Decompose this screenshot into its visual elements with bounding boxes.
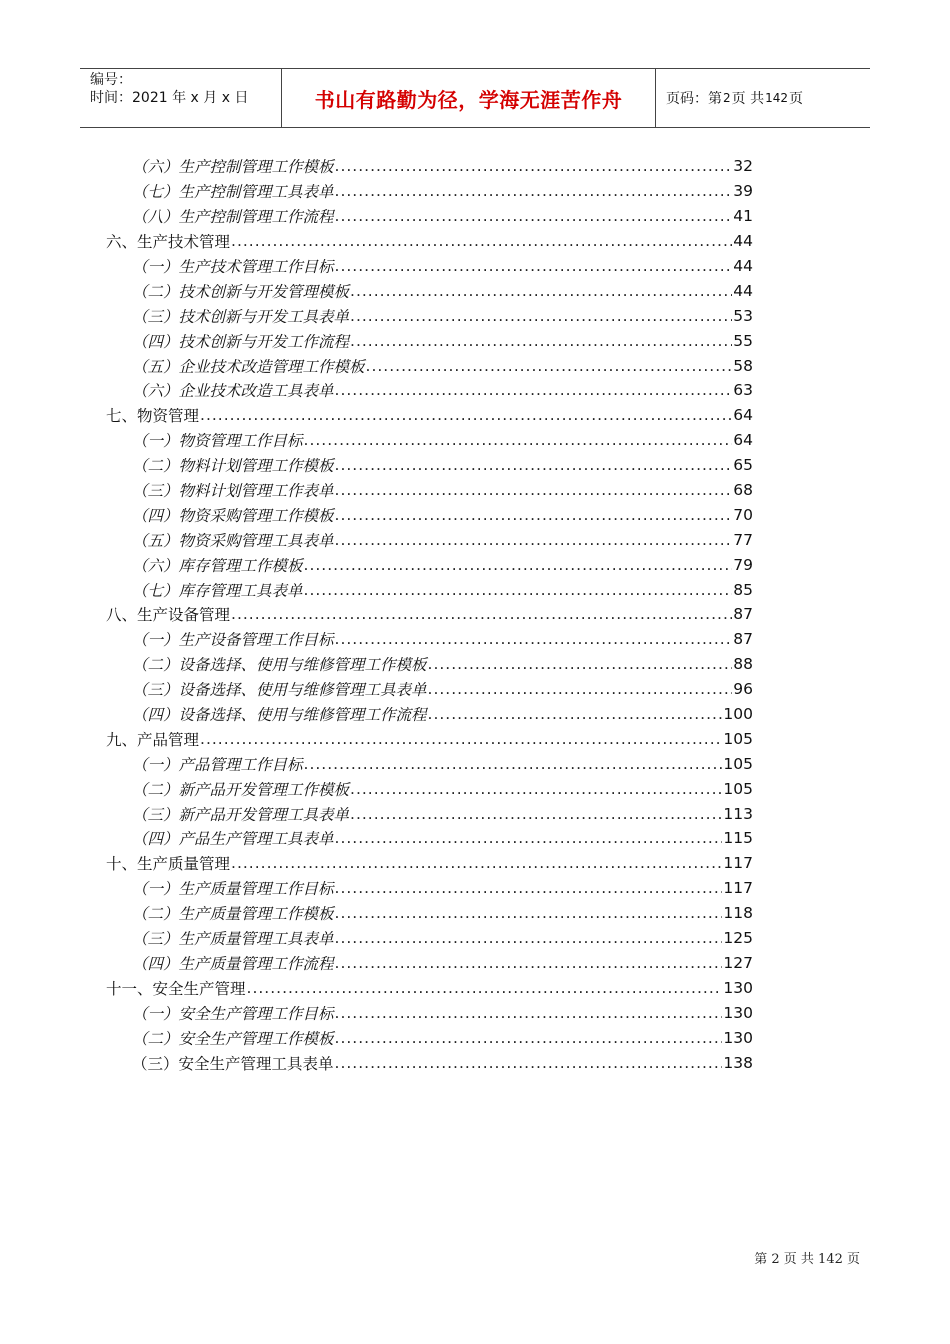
toc-entry[interactable]	[106, 478, 753, 503]
toc-entry-title: （一）生产技术管理工作目标	[132, 258, 334, 276]
toc-entry[interactable]	[106, 428, 753, 453]
toc-entry[interactable]	[106, 527, 753, 552]
toc-entry-title: 十一、安全生产管理	[106, 979, 246, 998]
toc-entry-page: 118	[723, 904, 753, 923]
toc-leader-dots	[335, 381, 733, 399]
toc-entry-page: 138	[723, 1053, 753, 1072]
toc-entry[interactable]	[106, 975, 753, 1000]
toc-entry[interactable]	[106, 353, 753, 378]
toc-leader-dots	[335, 879, 723, 897]
toc-entry-title: 八、生产设备管理	[106, 606, 231, 625]
header-page-number	[656, 69, 870, 127]
toc-entry-page: 39	[733, 182, 753, 201]
toc-leader-dots	[428, 655, 733, 673]
toc-entry-page: 70	[733, 505, 753, 524]
toc-entry[interactable]	[106, 303, 753, 328]
toc-leader-dots	[335, 157, 733, 175]
toc-entry[interactable]	[106, 254, 753, 279]
toc-entry-page: 64	[733, 431, 753, 450]
toc-entry-page: 127	[723, 953, 753, 972]
toc-leader-dots	[428, 680, 733, 698]
toc-leader-dots	[335, 1029, 723, 1047]
toc-entry-title: （二）物料计划管理工作模板	[132, 457, 334, 476]
toc-entry-title: （一）生产设备管理工作目标	[132, 631, 334, 650]
date-text: 时间：2021 年 x 月 x 日	[90, 90, 249, 106]
toc-entry-page: 55	[733, 331, 753, 350]
toc-leader-dots	[304, 755, 723, 773]
toc-leader-dots	[231, 605, 732, 623]
toc-entry-page: 100	[723, 705, 753, 724]
toc-entry[interactable]	[106, 1000, 753, 1025]
toc-leader-dots	[335, 182, 733, 200]
toc-leader-dots	[200, 406, 732, 424]
toc-leader-dots	[335, 829, 723, 847]
toc-entry-title: （四）生产质量管理工作流程	[132, 954, 334, 973]
toc-entry-title: （二）安全生产管理工作模板	[132, 1029, 334, 1048]
toc-leader-dots	[350, 282, 732, 300]
toc-entry-page: 41	[733, 207, 753, 226]
toc-entry-page: 44	[733, 281, 753, 300]
toc-entry[interactable]	[106, 726, 753, 751]
toc-leader-dots	[366, 357, 733, 375]
toc-entry[interactable]	[106, 926, 753, 951]
toc-entry-title: （八）生产控制管理工作流程	[132, 208, 334, 227]
toc-entry-title: （三）新产品开发管理工具表单	[132, 805, 350, 824]
toc-entry-page: 125	[723, 929, 753, 948]
toc-entry-title: （四）产品生产管理工具表单	[132, 830, 334, 849]
toc-leader-dots	[304, 431, 733, 449]
toc-leader-dots	[304, 581, 733, 599]
toc-entry-title: （七）库存管理工具表单	[132, 581, 303, 600]
toc-entry-page: 68	[733, 481, 753, 500]
toc-entry-title: （六）库存管理工作模板	[132, 556, 303, 575]
toc-entry[interactable]	[106, 951, 753, 976]
toc-leader-dots	[335, 904, 723, 922]
toc-entry-title: （一）产品管理工作目标	[132, 755, 303, 774]
toc-entry[interactable]	[106, 552, 753, 577]
toc-entry-title: 六、生产技术管理	[106, 233, 231, 252]
toc-entry-title: （二）技术创新与开发管理模板	[132, 282, 350, 301]
toc-entry-title: （五）物资采购管理工具表单	[132, 531, 334, 550]
toc-leader-dots	[335, 630, 733, 648]
toc-entry-title: （二）新产品开发管理工作模板	[132, 780, 350, 799]
toc-entry-page: 117	[723, 854, 753, 873]
toc-entry[interactable]	[106, 1025, 753, 1050]
toc-entry[interactable]	[106, 229, 753, 254]
toc-leader-dots	[335, 531, 733, 549]
toc-leader-dots	[231, 854, 722, 872]
toc-entry-page: 105	[723, 779, 753, 798]
toc-entry-page: 117	[723, 879, 753, 898]
toc-entry-page: 77	[733, 530, 753, 549]
toc-leader-dots	[247, 979, 723, 997]
toc-entry-page: 113	[723, 804, 753, 823]
toc-entry[interactable]	[106, 204, 753, 229]
toc-entry[interactable]	[106, 627, 753, 652]
toc-entry[interactable]	[106, 1050, 753, 1075]
toc-entry-title: 九、产品管理	[106, 730, 200, 749]
toc-entry-page: 105	[723, 729, 753, 748]
toc-entry[interactable]	[106, 577, 753, 602]
toc-leader-dots	[350, 332, 732, 350]
toc-entry-title: （六）企业技术改造工具表单	[132, 382, 334, 401]
toc-entry-title: （四）设备选择、使用与维修管理工作流程	[132, 706, 427, 725]
toc-leader-dots	[335, 1054, 723, 1072]
header-motto: 书山有路勤为径，学海无涯苦作舟	[282, 69, 656, 127]
toc-leader-dots	[350, 307, 732, 325]
toc-entry-title: （一）生产质量管理工作目标	[132, 880, 334, 899]
toc-entry-page: 87	[733, 605, 753, 624]
toc-entry[interactable]	[106, 502, 753, 527]
toc-entry[interactable]	[106, 702, 753, 727]
toc-entry-page: 130	[723, 1028, 753, 1047]
toc-entry[interactable]	[106, 776, 753, 801]
toc-entry[interactable]	[106, 751, 753, 776]
toc-entry-title: （二）生产质量管理工作模板	[132, 905, 334, 924]
page-current: 2	[723, 91, 731, 105]
toc-entry[interactable]	[106, 328, 753, 353]
toc-entry-page: 79	[733, 555, 753, 574]
toc-entry-page: 58	[733, 356, 753, 375]
toc-entry-title: 十、生产质量管理	[106, 855, 231, 874]
toc-entry-title: （四）技术创新与开发工作流程	[132, 332, 350, 351]
toc-entry[interactable]	[106, 278, 753, 303]
toc-leader-dots	[350, 780, 722, 798]
toc-entry-page: 87	[733, 630, 753, 649]
toc-entry-page: 63	[733, 381, 753, 400]
toc-entry-page: 32	[733, 157, 753, 176]
toc-leader-dots	[335, 456, 733, 474]
table-of-contents	[106, 154, 753, 1075]
toc-leader-dots	[335, 257, 733, 275]
toc-entry[interactable]	[106, 801, 753, 826]
toc-entry-title: （一）安全生产管理工作目标	[132, 1004, 334, 1023]
toc-entry-page: 85	[733, 580, 753, 599]
toc-leader-dots	[335, 1004, 723, 1022]
serial-number-label: 编号：	[90, 72, 132, 88]
toc-entry-title: （三）技术创新与开发工具表单	[132, 307, 350, 326]
toc-entry[interactable]	[106, 154, 753, 179]
toc-entry-page: 115	[723, 829, 753, 848]
toc-entry-title: （四）物资采购管理工作模板	[132, 506, 334, 525]
toc-leader-dots	[304, 556, 733, 574]
toc-entry-page: 88	[733, 655, 753, 674]
toc-leader-dots	[200, 730, 722, 748]
page-mid: 页 共	[731, 91, 765, 107]
toc-entry-page: 53	[733, 306, 753, 325]
toc-leader-dots	[335, 929, 723, 947]
page-header	[80, 68, 870, 128]
toc-entry-title: （五）企业技术改造管理工作模板	[132, 357, 365, 376]
toc-entry[interactable]	[106, 378, 753, 403]
toc-entry-title: （三）物料计划管理工作表单	[132, 482, 334, 501]
toc-entry-title: 七、物资管理	[106, 407, 200, 426]
toc-entry-page: 44	[733, 232, 753, 251]
toc-leader-dots	[335, 506, 733, 524]
toc-leader-dots	[335, 481, 733, 499]
toc-entry[interactable]	[106, 876, 753, 901]
header-meta	[80, 69, 282, 127]
toc-entry[interactable]	[106, 652, 753, 677]
toc-entry-title: （二）设备选择、使用与维修管理工作模板	[132, 656, 427, 675]
toc-entry-page: 96	[733, 680, 753, 699]
toc-entry[interactable]	[106, 851, 753, 876]
toc-entry-page: 64	[733, 406, 753, 425]
toc-entry-page: 105	[723, 754, 753, 773]
toc-entry[interactable]	[106, 677, 753, 702]
toc-leader-dots	[350, 805, 722, 823]
toc-entry[interactable]	[106, 403, 753, 428]
toc-entry-title: （一）物资管理工作目标	[132, 432, 303, 451]
toc-leader-dots	[335, 954, 723, 972]
toc-entry-page: 130	[723, 1003, 753, 1022]
toc-entry-page: 44	[733, 257, 753, 275]
toc-entry[interactable]	[106, 826, 753, 851]
toc-entry[interactable]	[106, 602, 753, 627]
toc-entry-title: （三）设备选择、使用与维修管理工具表单	[132, 681, 427, 700]
toc-entry-page: 130	[723, 978, 753, 997]
toc-entry[interactable]	[106, 453, 753, 478]
toc-leader-dots	[428, 705, 723, 723]
toc-entry-title: （三）安全生产管理工具表单	[132, 1054, 334, 1073]
toc-entry[interactable]	[106, 901, 753, 926]
toc-leader-dots	[335, 207, 733, 225]
toc-entry-title: （七）生产控制管理工具表单	[132, 183, 334, 202]
toc-leader-dots	[231, 232, 732, 250]
page-total: 142	[765, 91, 788, 105]
toc-entry-page: 65	[733, 456, 753, 475]
page-footer: 第 2 页 共 142 页	[754, 1252, 860, 1267]
toc-entry-title: （六）生产控制管理工作模板	[132, 158, 334, 177]
toc-entry[interactable]	[106, 179, 753, 204]
page-suffix: 页	[789, 91, 803, 107]
toc-entry-title: （三）生产质量管理工具表单	[132, 930, 334, 949]
page-prefix: 页码：第	[666, 91, 722, 107]
